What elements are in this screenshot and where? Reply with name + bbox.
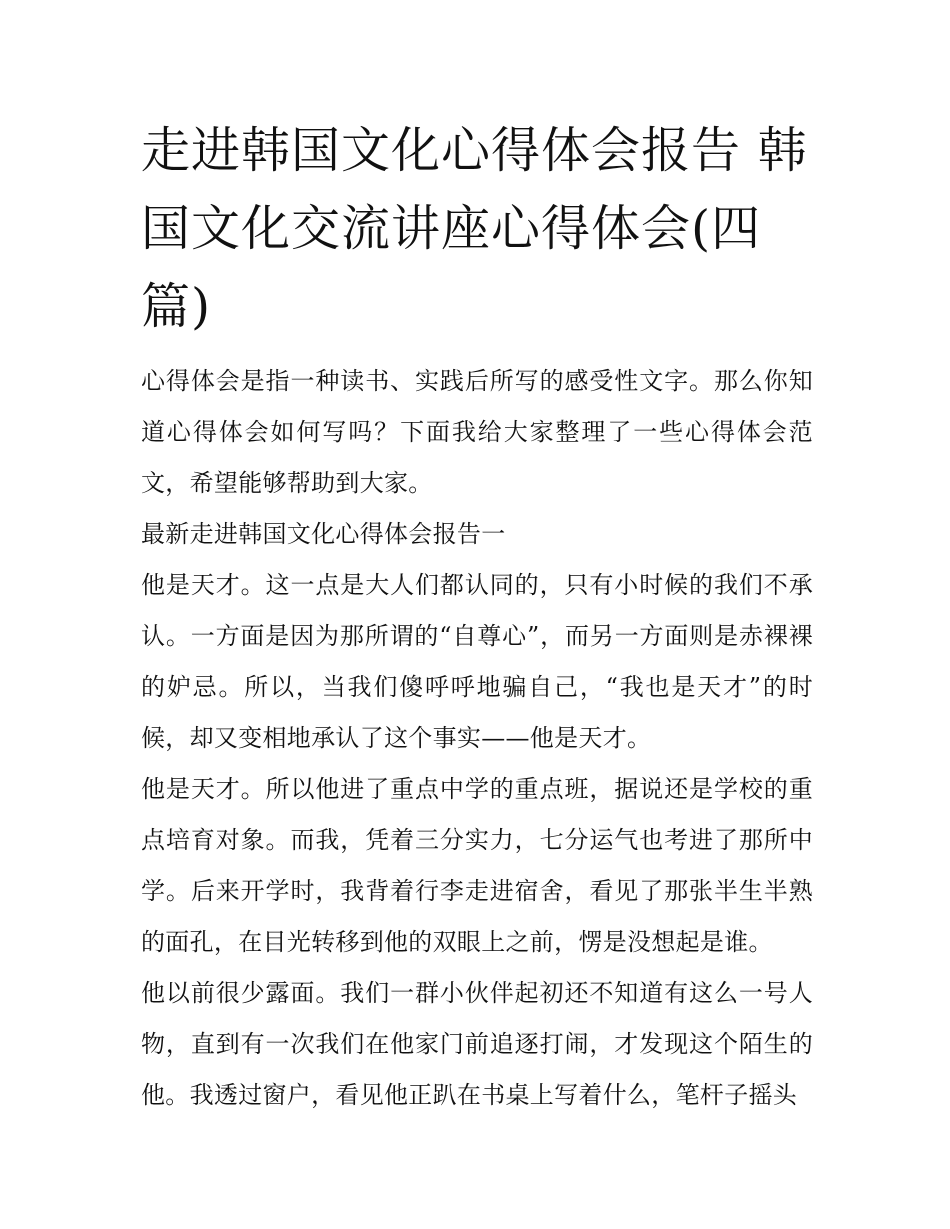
body-paragraph: 他是天才。所以他进了重点中学的重点班，据说还是学校的重点培育对象。而我，凭着三分实力，七分运气也考进了那所中学。后来开学时，我背着行李走进宿舍，看见了那张半生半熟的面孔，在目光转移到他的双眼上之前，愣是没想起是谁。 — [141, 775, 813, 956]
section-heading: 最新走进韩国文化心得体会报告一 — [141, 520, 506, 548]
intro-paragraph: 心得体会是指一种读书、实践后所写的感受性文字。那么你知道心得体会如何写吗？下面我给大家整理了一些心得体会范文，希望能够帮助到大家。 — [141, 367, 813, 497]
body-paragraph: 他是天才。这一点是大人们都认同的，只有小时候的我们不承认。一方面是因为那所谓的“自尊心”，而另一方面则是赤裸裸的妒忌。所以，当我们傻呼呼地骗自己，“我也是天才”的时候，却又变相地承认了这个事实——他是天才。 — [141, 571, 813, 752]
body-paragraph: 他以前很少露面。我们一群小伙伴起初还不知道有这么一号人物，直到有一次我们在他家门前追逐打闹，才发现这个陌生的他。我透过窗户，看见他正趴在书桌上写着什么，笔杆子摇头 — [141, 979, 813, 1109]
document-body — [141, 356, 813, 1121]
document-title: 走进韩国文化心得体会报告 韩国文化交流讲座心得体会(四篇) — [141, 122, 808, 335]
